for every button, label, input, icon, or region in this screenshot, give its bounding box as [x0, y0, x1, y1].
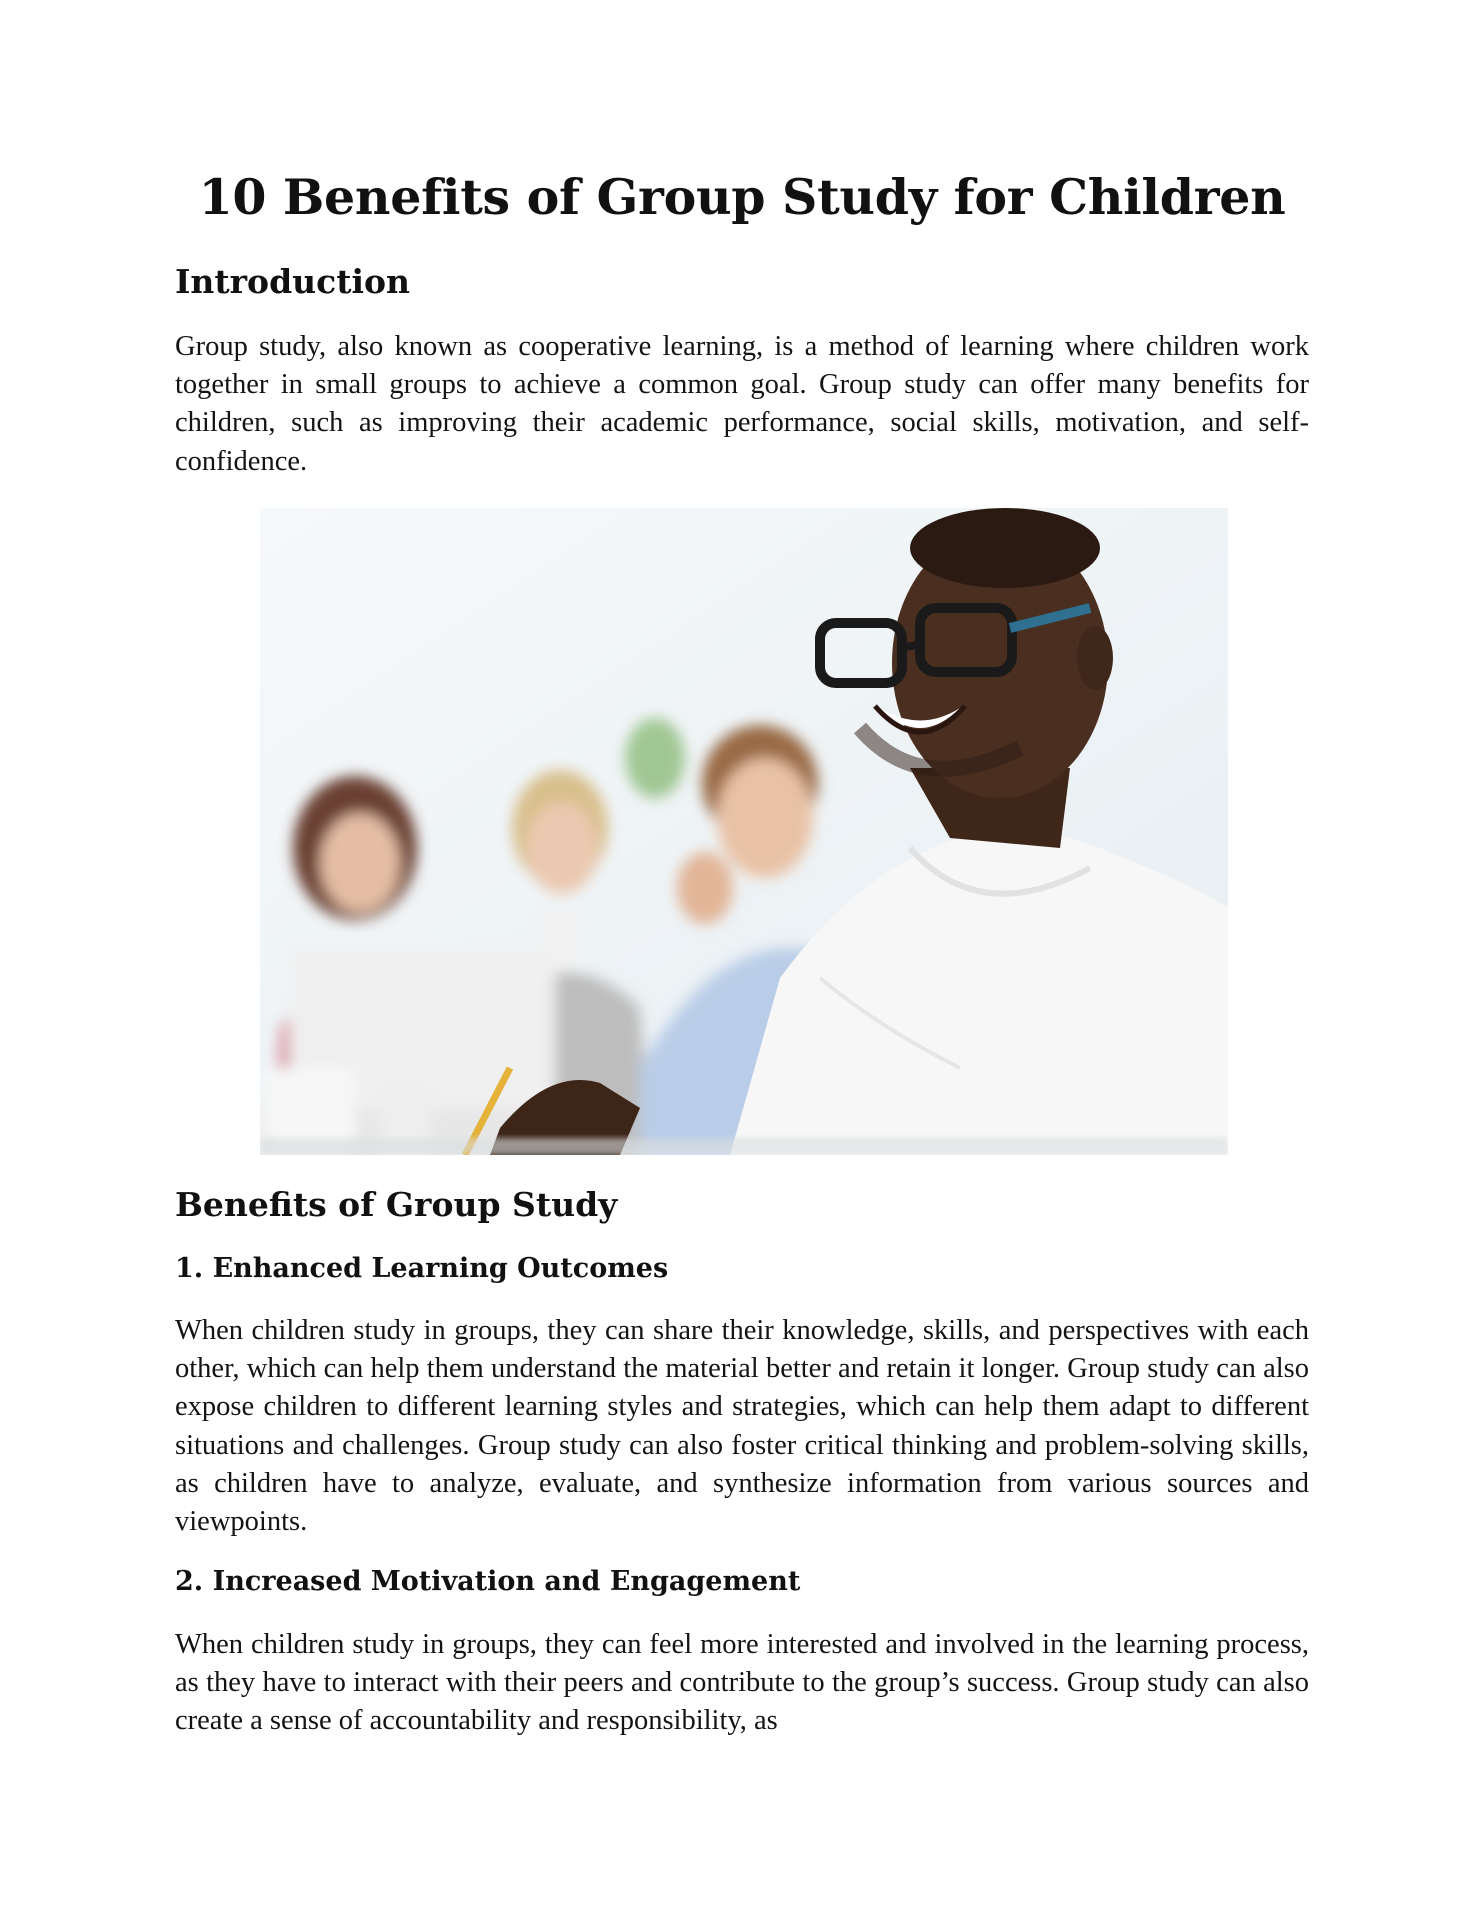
benefit-1-heading: 1. Enhanced Learning Outcomes — [175, 1253, 669, 1284]
benefits-heading: Benefits of Group Study — [175, 1185, 618, 1224]
introduction-heading: Introduction — [175, 262, 411, 301]
group-study-photo — [260, 508, 1228, 1155]
benefit-2-paragraph: When children study in groups, they can feel more interested and involved in the learning process, as they have to interact with their peers and contribute to the group’s success. Group study can also create a sense of accountability and responsibility, as — [175, 1629, 1309, 1737]
page-title: 10 Benefits of Group Study for Children — [198, 168, 1286, 226]
benefit-2-heading: 2. Increased Motivation and Engagement — [175, 1566, 801, 1597]
benefit-1-paragraph: When children study in groups, they can share their knowledge, skills, and perspectives with each other, which can help them understand the material better and retain it longer. Group study can also expose children to different learning styles and strategies, which can help them adapt to different situations and challenges. Group study can also foster critical thinking and problem-solving skills, as children have to analyze, evaluate, and synthesize information from various sources and viewpoints. — [175, 1315, 1309, 1538]
introduction-paragraph: Group study, also known as cooperative learning, is a method of learning where children work together in small groups to achieve a common goal. Group study can offer many benefits for children, such as improving their academic performance, social skills, motivation, and self-confidence. — [175, 331, 1309, 477]
group-study-illustration — [260, 508, 1228, 1155]
table-edge — [260, 1138, 1228, 1155]
